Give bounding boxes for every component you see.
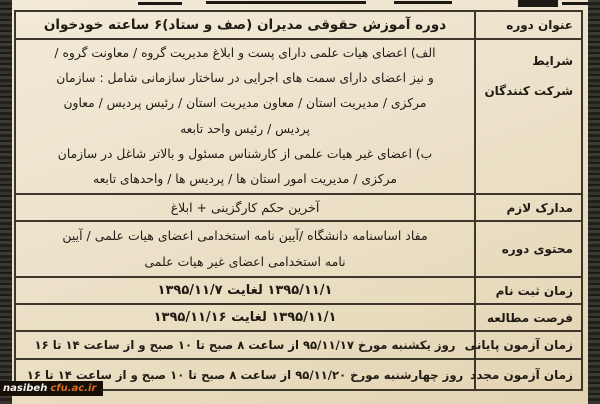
scan-artifact [206,1,366,4]
row-value [16,332,474,358]
row-value [16,278,474,303]
conditions-line: مرکزی / مدیریت امور استان ها / پردیس ها / واحدهای تابعه [93,171,397,186]
course-info-table [14,10,583,391]
study-period-dates: ۱۳۹۵/۱۱/۱ لغایت ۱۳۹۵/۱۱/۱۶ [153,310,337,325]
table-row-final-exam-time [16,332,581,360]
row-label-line1: شرایط [532,54,573,68]
row-label-text: فرصت مطالعه [487,310,573,325]
table-row-registration-time [16,278,581,305]
row-label [474,305,581,330]
scan-artifact [394,1,452,4]
row-label [474,278,581,303]
row-label-text: مدارک لازم [506,200,573,215]
row-label [470,360,581,389]
row-label-text: عنوان دوره [506,18,573,32]
conditions-line: ب) اعضای غیر هیات علمی از کارشناس مسئول و بالاتر شاغل در سازمان [57,146,433,161]
table-row-required-documents [16,195,581,222]
registration-dates: ۱۳۹۵/۱۱/۱ لغایت ۱۳۹۵/۱۱/۷ [157,283,333,298]
row-value [16,195,474,220]
scan-edge-left [0,0,12,404]
conditions-line: مرکزی / مدیریت استان / معاون مدیریت استان / رئیس پردیس / معاون [63,96,427,111]
row-label [464,332,581,358]
row-label-text: زمان آزمون پایانی [464,338,573,352]
row-value [16,305,474,330]
final-exam-text: روز یکشنبه مورخ ۹۵/۱۱/۱۷ از ساعت ۸ صبح تا ۱۰ صبح و از ساعت ۱۴ تا ۱۶ [34,338,456,352]
scan-artifact [562,2,588,5]
scan-artifact [138,2,182,5]
table-row-participant-conditions [16,40,581,195]
table-row-course-title [16,12,581,40]
documents-text: آخرین حکم کارگزینی + ابلاغ [170,200,320,215]
watermark [0,381,103,396]
table-row-study-period [16,305,581,332]
row-label-line2: شرکت کنندگان [484,84,573,98]
content-line: نامه استخدامی اعضای غیر هیات علمی [144,254,346,269]
row-label [474,40,581,193]
row-value [16,40,474,193]
row-value [16,12,474,38]
row-value [16,222,474,276]
table-row-course-content [16,222,581,278]
row-label [474,12,581,38]
watermark-name: nasibeh [3,383,48,394]
conditions-line: و نیز اعضای دارای سمت های اجرایی در ساختار سازمانی شامل : سازمان [56,71,434,86]
row-label-text: زمان آزمون مجدد [470,367,573,382]
retake-exam-text: روز چهارشنبه مورخ ۹۵/۱۱/۲۰ از ساعت ۸ صبح تا ۱۰ صبح و از ساعت ۱۴ تا ۱۶ [26,367,464,382]
row-label-text: محتوی دوره [501,242,573,256]
course-title-text: دوره آموزش حقوقی مدیران (صف و ستاد)۶ ساعته خودخوان [43,17,447,33]
content-line: مفاد اساسنامه دانشگاه /آیین نامه استخدامی اعضای هیات علمی / آیین [62,228,428,243]
row-label [474,222,581,276]
scan-artifact [518,0,558,7]
conditions-line: پردیس / رئیس واحد تابعه [180,121,310,136]
row-label-text: زمان ثبت نام [495,283,573,298]
row-label [474,195,581,220]
scan-edge-right [588,0,600,404]
conditions-line: الف) اعضای هیات علمی دارای پست و ابلاغ مدیریت گروه / معاونت گروه / [54,45,436,60]
watermark-site: cfu.ac.ir [50,383,97,394]
